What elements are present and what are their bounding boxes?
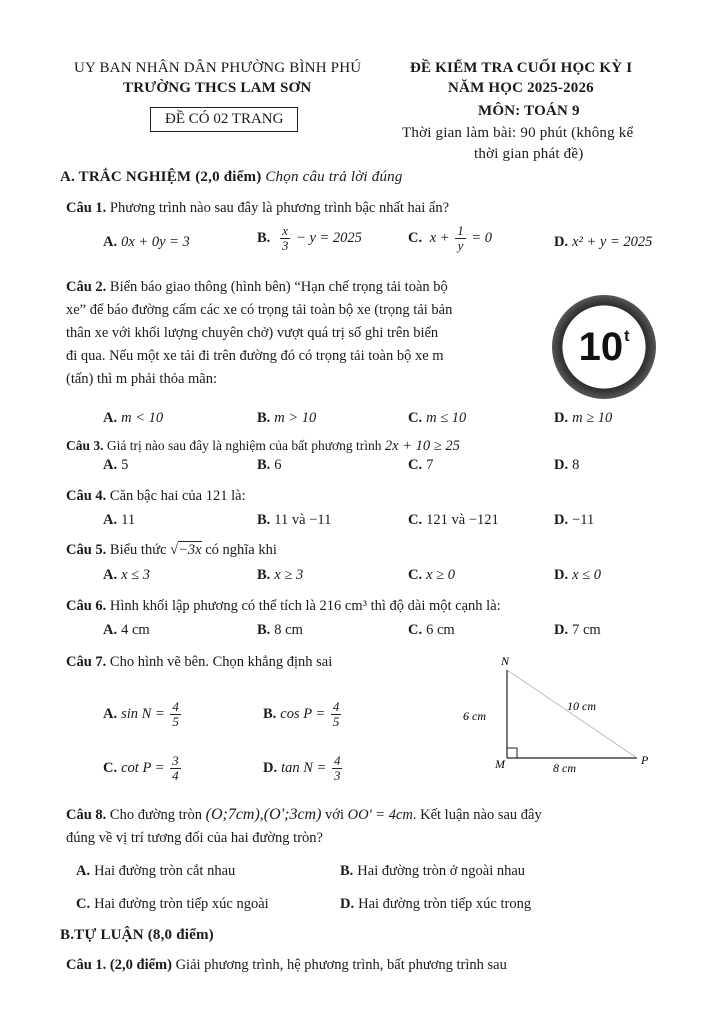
- q8-line-1: Câu 8. Cho đường tròn (O;7cm),(O';3cm) với OO' = 4cm. Kết luận nào sau đây: [66, 806, 542, 823]
- time-line-2: thời gian phát đề): [474, 146, 584, 162]
- q8-option-a: A. Hai đường tròn cắt nhau: [76, 863, 236, 879]
- q8-option-b: B. Hai đường tròn ở ngoài nhau: [340, 863, 526, 879]
- q3-option-d: D. 8: [554, 457, 580, 473]
- q4-option-c: C. 121 và −121: [408, 512, 499, 528]
- pages-box: ĐỀ CÓ 02 TRANG: [150, 107, 298, 132]
- q2-line-2: xe” để báo đường cấm các xe có trọng tải toàn bộ xe (trọng tải bản: [66, 302, 453, 318]
- side-np: [507, 670, 637, 758]
- sign-face: [570, 313, 638, 381]
- q6-option-b: B. 8 cm: [257, 622, 303, 638]
- triangle-figure: [455, 650, 665, 780]
- section-a-instruction: Chọn câu trả lời đúng: [265, 169, 403, 185]
- vertex-n: N: [501, 654, 510, 668]
- question-5: Câu 5. Biểu thức √−3x có nghĩa khi: [66, 542, 277, 558]
- vertex-m: M: [495, 757, 505, 771]
- question-4: Câu 4. Căn bậc hai của 121 là:: [66, 488, 246, 504]
- q5-option-a: A. x ≤ 3: [103, 567, 151, 583]
- section-a-title: A. TRẮC NGHIỆM (2,0 điểm): [60, 169, 262, 185]
- section-a-heading: [60, 169, 403, 186]
- q3-option-c: C. 7: [408, 457, 434, 473]
- sign-value: 10: [578, 324, 624, 369]
- label-mp: 8 cm: [553, 761, 576, 775]
- q7-option-a: A. sin N = $\frac{4}{5}$: [103, 699, 179, 729]
- q2-line-5: (tấn) thì m phải thỏa mãn:: [66, 371, 218, 387]
- section-b-title: B.TỰ LUẬN (8,0 điểm): [60, 927, 214, 943]
- q7-option-b: B. cos P = $\frac{4}{5}$: [263, 699, 340, 729]
- q6-option-a: A. 4 cm: [103, 622, 150, 638]
- q2-label: Câu 2.: [66, 279, 107, 295]
- section-b-question-1: Câu 1. (2,0 điểm) Giải phương trình, hệ phương trình, bất phương trình sau: [66, 957, 507, 973]
- question-3: Câu 3. Giá trị nào sau đây là nghiệm của bất phương trình 2x + 10 ≥ 25: [66, 438, 460, 454]
- label-mn: 6 cm: [463, 709, 486, 723]
- question-7: Câu 7. Cho hình vẽ bên. Chọn khẳng định sai: [66, 654, 333, 670]
- q3-expression: 2x + 10 ≥ 25: [384, 438, 460, 454]
- q2-line-1: Câu 2. Biển báo giao thông (hình bên) “Hạn chế trọng tải toàn bộ: [66, 279, 448, 295]
- q5-option-d: D. x ≤ 0: [554, 567, 602, 583]
- q5-option-c: C. x ≥ 0: [408, 567, 456, 583]
- q5-option-b: B. x ≥ 3: [257, 567, 304, 583]
- q1-option-a: A. 0x + 0y = 3: [103, 234, 190, 250]
- vertex-p: P: [641, 753, 649, 767]
- sqrt-symbol: √: [170, 542, 179, 558]
- q1-option-d: D. x² + y = 2025: [554, 234, 653, 250]
- q6-option-d: D. 7 cm: [554, 622, 601, 638]
- weight-limit-sign: [552, 295, 656, 399]
- q3-option-b: B. 6: [257, 457, 282, 473]
- q4-option-d: D. −11: [554, 512, 595, 528]
- q2-line-4: đi qua. Nếu một xe tải đi trên đường đó có trọng tải toàn bộ xe m: [66, 348, 444, 364]
- sign-unit: t: [624, 328, 630, 345]
- committee-name: UY BAN NHÂN DÂN PHƯỜNG BÌNH PHÚ: [74, 60, 362, 76]
- q1-option-b: B. $\frac{x}{3}$ − y = 2025: [257, 223, 362, 253]
- time-line-1: Thời gian làm bài: 90 phút (không kể: [402, 125, 634, 141]
- school-name: TRƯỜNG THCS LAM SƠN: [123, 80, 312, 96]
- q5-radicand: −3x: [178, 542, 202, 558]
- q4-option-a: A. 11: [103, 512, 136, 528]
- q1-label: Câu 1.: [66, 200, 107, 216]
- label-np: 10 cm: [567, 699, 596, 713]
- question-6: Câu 6. Hình khối lập phương có thể tích là 216 cm³ thì độ dài một cạnh là:: [66, 598, 501, 614]
- q2-option-b: B. m > 10: [257, 410, 317, 426]
- q7-option-d: D. tan N = $\frac{4}{3}$: [263, 753, 341, 783]
- q1-option-c: C. x + $\frac{1}{y}$ = 0: [408, 223, 493, 253]
- q4-option-b: B. 11 và −11: [257, 512, 332, 528]
- q1-text: Phương trình nào sau đây là phương trình bậc nhất hai ẩn?: [109, 200, 450, 216]
- q8-option-d: D. Hai đường tròn tiếp xúc trong: [340, 896, 532, 912]
- exam-title: ĐỀ KIỂM TRA CUỐI HỌC KỲ I: [410, 60, 633, 76]
- right-angle-mark: [507, 748, 517, 758]
- q6-option-c: C. 6 cm: [408, 622, 455, 638]
- q7-option-c: C. cot P = $\frac{3}{4}$: [103, 753, 179, 783]
- q2-option-d: D. m ≥ 10: [554, 410, 613, 426]
- question-1: [66, 200, 449, 217]
- q8-line-2: đúng về vị trí tương đối của hai đường tròn?: [66, 830, 323, 846]
- school-year: NĂM HỌC 2025-2026: [448, 80, 594, 96]
- q3-option-a: A. 5: [103, 457, 129, 473]
- subject: MÔN: TOÁN 9: [478, 103, 580, 119]
- q2-option-c: C. m ≤ 10: [408, 410, 467, 426]
- q2-option-a: A. m < 10: [103, 410, 164, 426]
- q2-line-3: thân xe với khối lượng chuyên chở) vượt quá trị số ghi trên biển: [66, 325, 439, 341]
- q8-option-c: C. Hai đường tròn tiếp xúc ngoài: [76, 896, 269, 912]
